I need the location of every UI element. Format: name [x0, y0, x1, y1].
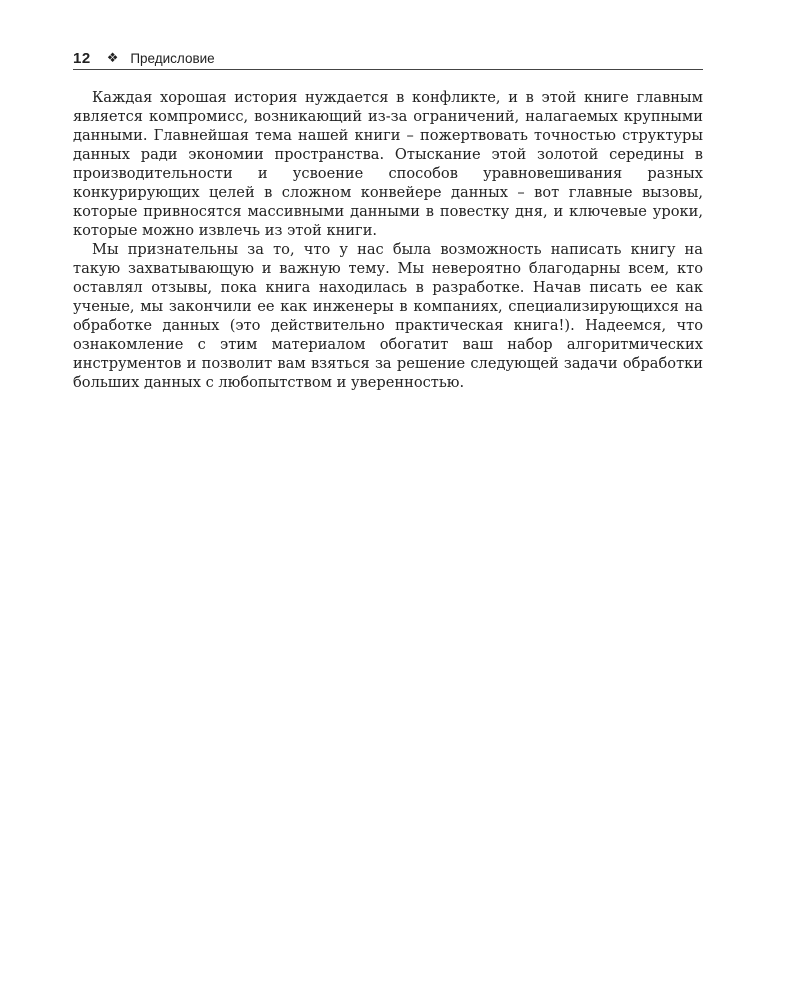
running-header	[73, 47, 703, 70]
page-number: 12	[73, 49, 91, 67]
paragraph-2: Мы признательны за то, что у нас была возможность написать книгу на такую захватывающую и важную тему. Мы невероятно благодарны всем, кто оставлял отзывы, пока книга находилась в разработке. Начав писать ее как ученые, мы закончили ее как инженеры в компаниях, специализирующихся на обработке данных (это действительно практическая книга!). Надеемся, что ознакомление с этим материалом обогатит ваш набор алгоритмических инструментов и позволит вам взяться за решение следующей задачи обработки больших данных с любопытством и уверенностью.	[73, 241, 703, 391]
chapter-title: Предисловие	[130, 50, 215, 66]
paragraph-1: Каждая хорошая история нуждается в конфликте, и в этой книге главным является компромисс, возникающий из-за ограничений, налагаемых крупными данными. Главнейшая тема нашей книги – пожертвовать точностью структуры данных ради экономии пространства. Отыскание этой золотой середины в производительности и усвоение способов уравновешивания разных конкурирующих целей в сложном конвейере данных – вот главные вызовы, которые привносятся массивными данными в повестку дня, и ключевые уроки, которые можно извлечь из этой книги.	[73, 89, 703, 239]
ornament-icon: ❖	[106, 50, 119, 65]
body-text	[73, 88, 703, 392]
